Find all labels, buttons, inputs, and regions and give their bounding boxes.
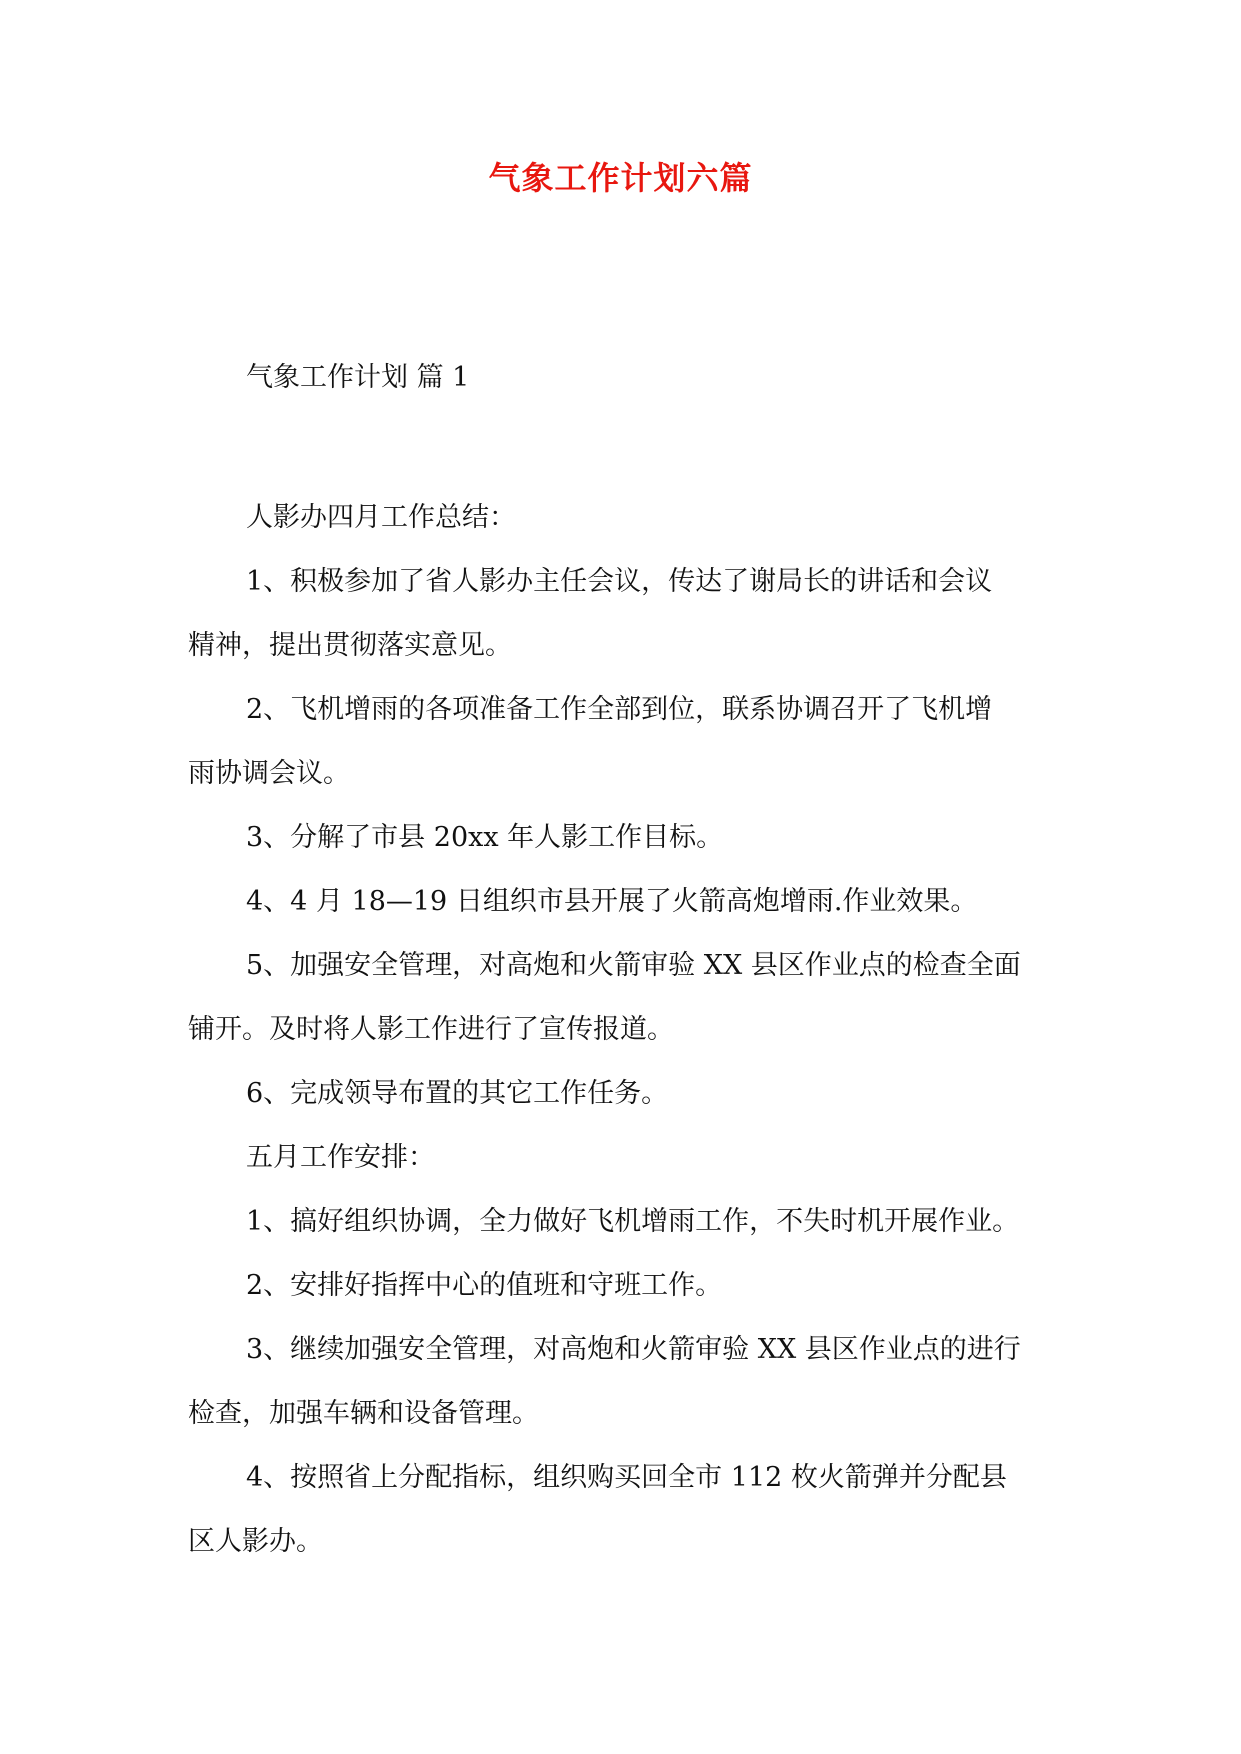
document-title: 气象工作计划六篇 — [488, 159, 753, 197]
text-line: 检查，加强车辆和设备管理。 — [188, 1398, 539, 1429]
text-line: 雨协调会议。 — [188, 758, 350, 789]
text-line: 2、飞机增雨的各项准备工作全部到位，联系协调召开了飞机增 — [246, 694, 993, 725]
text-line: 区人影办。 — [188, 1526, 323, 1557]
text-line: 五月工作安排： — [246, 1142, 435, 1173]
text-line: 精神，提出贯彻落实意见。 — [188, 630, 512, 661]
text-line: 3、继续加强安全管理，对高炮和火箭审验 XX 县区作业点的进行 — [246, 1334, 1021, 1365]
text-line: 1、搞好组织协调，全力做好飞机增雨工作，不失时机开展作业。 — [246, 1206, 1020, 1237]
text-line: 5、加强安全管理，对高炮和火箭审验 XX 县区作业点的检查全面 — [246, 950, 1021, 981]
text-line: 2、安排好指挥中心的值班和守班工作。 — [246, 1270, 723, 1301]
text-line: 4、4 月 18—19 日组织市县开展了火箭高炮增雨.作业效果。 — [246, 886, 978, 917]
text-line: 6、完成领导布置的其它工作任务。 — [246, 1078, 669, 1109]
text-line: 铺开。及时将人影工作进行了宣传报道。 — [188, 1014, 674, 1045]
text-line: 3、分解了市县 20xx 年人影工作目标。 — [246, 822, 724, 853]
document-body — [188, 486, 1068, 1574]
text-line: 4、按照省上分配指标，组织购买回全市 112 枚火箭弹并分配县 — [246, 1462, 1007, 1493]
text-line: 1、积极参加了省人影办主任会议，传达了谢局长的讲话和会议 — [246, 566, 993, 597]
section-heading: 气象工作计划 篇 1 — [246, 362, 470, 393]
text-line: 人影办四月工作总结： — [246, 502, 516, 533]
